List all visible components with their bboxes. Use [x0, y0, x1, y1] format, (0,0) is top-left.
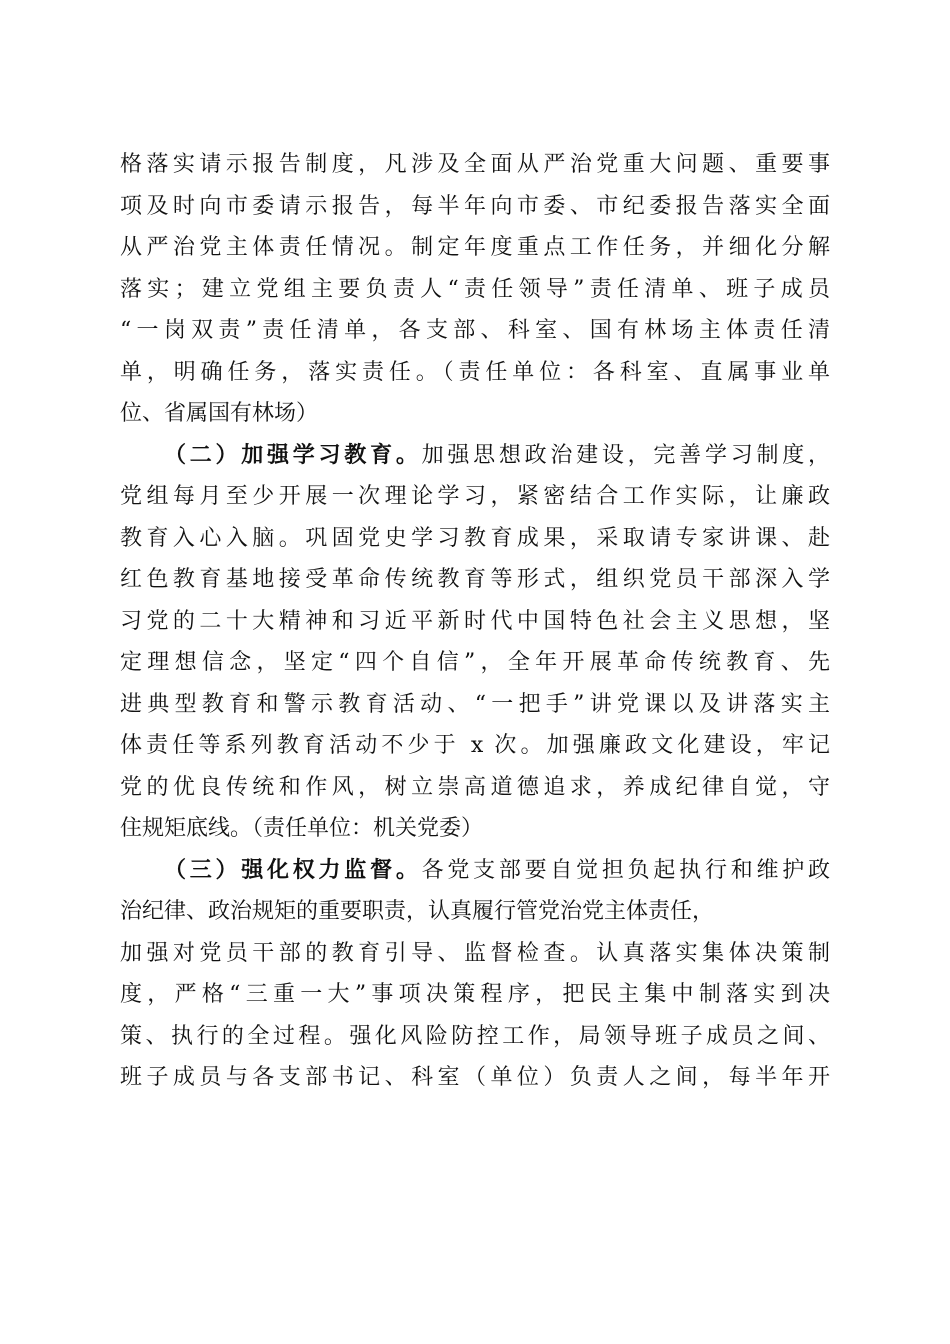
p2-first-line-text: 加强思想政治建设，完善学习制度，: [421, 442, 830, 468]
p1-line-1: 格落实请示报告制度，凡涉及全面从严治党重大问题、重要事: [120, 152, 830, 177]
p2-line-8: 体责任等系列教育活动不少于 x 次。加强廉政文化建设，牢记: [120, 733, 830, 758]
p2-line-5: 习党的二十大精神和习近平新时代中国特色社会主义思想，坚: [120, 608, 830, 634]
p2-first-line: [120, 435, 830, 477]
p2-heading: （二）加强学习教育。: [164, 441, 422, 468]
p1-line-7: 位、省属国有林场）: [120, 401, 319, 426]
p1-line-6: 单，明确任务，落实责任。（责任单位：各科室、直属事业单: [120, 359, 830, 385]
p2-line-6: 定理想信念，坚定“四个自信”，全年开展革命传统教育、先: [120, 650, 830, 675]
p3-line-2: 治纪律、政治规矩的重要职责，认真履行管党治党主体责任，: [120, 899, 715, 924]
p3-line-4: 度，严格“三重一大”事项决策程序，把民主集中制落实到决: [120, 982, 830, 1007]
document-body: [120, 144, 830, 1099]
p1-line-3: 从严治党主体责任情况。制定年度重点工作任务，并细化分解: [120, 235, 830, 260]
p1-line-2: 项及时向市委请示报告，每半年向市委、市纪委报告落实全面: [120, 193, 830, 219]
p2-line-3: 教育入心入脑。巩固党史学习教育成果，采取请专家讲课、赴: [120, 525, 830, 551]
p1-line-4: 落实；建立党组主要负责人“责任领导”责任清单、班子成员: [120, 276, 830, 302]
p3-line-3: 加强对党员干部的教育引导、监督检查。认真落实集体决策制: [120, 940, 830, 966]
p2-line-7: 进典型教育和警示教育活动、“一把手”讲党课以及讲落实主: [120, 691, 830, 717]
p3-heading: （三）强化权力监督。: [164, 856, 422, 883]
p1-line-5: “一岗双责”责任清单，各支部、科室、国有林场主体责任清: [120, 318, 830, 343]
p2-line-9: 党的优良传统和作风，树立崇高道德追求，养成纪律自觉，守: [120, 774, 830, 800]
p3-line-5: 策、执行的全过程。强化风险防控工作，局领导班子成员之间、: [120, 1023, 830, 1049]
p2-line-10: 住规矩底线。（责任单位：机关党委）: [120, 816, 484, 841]
p3-line-6: 班子成员与各支部书记、科室（单位）负责人之间，每半年开: [120, 1065, 830, 1090]
p2-line-2: 党组每月至少开展一次理论学习，紧密结合工作实际，让廉政: [120, 484, 830, 509]
p3-first-line-text: 各党支部要自觉担负起执行和维护政: [421, 857, 830, 883]
p2-line-4: 红色教育基地接受革命传统教育等形式，组织党员干部深入学: [120, 567, 830, 592]
p3-first-line: [120, 850, 830, 892]
